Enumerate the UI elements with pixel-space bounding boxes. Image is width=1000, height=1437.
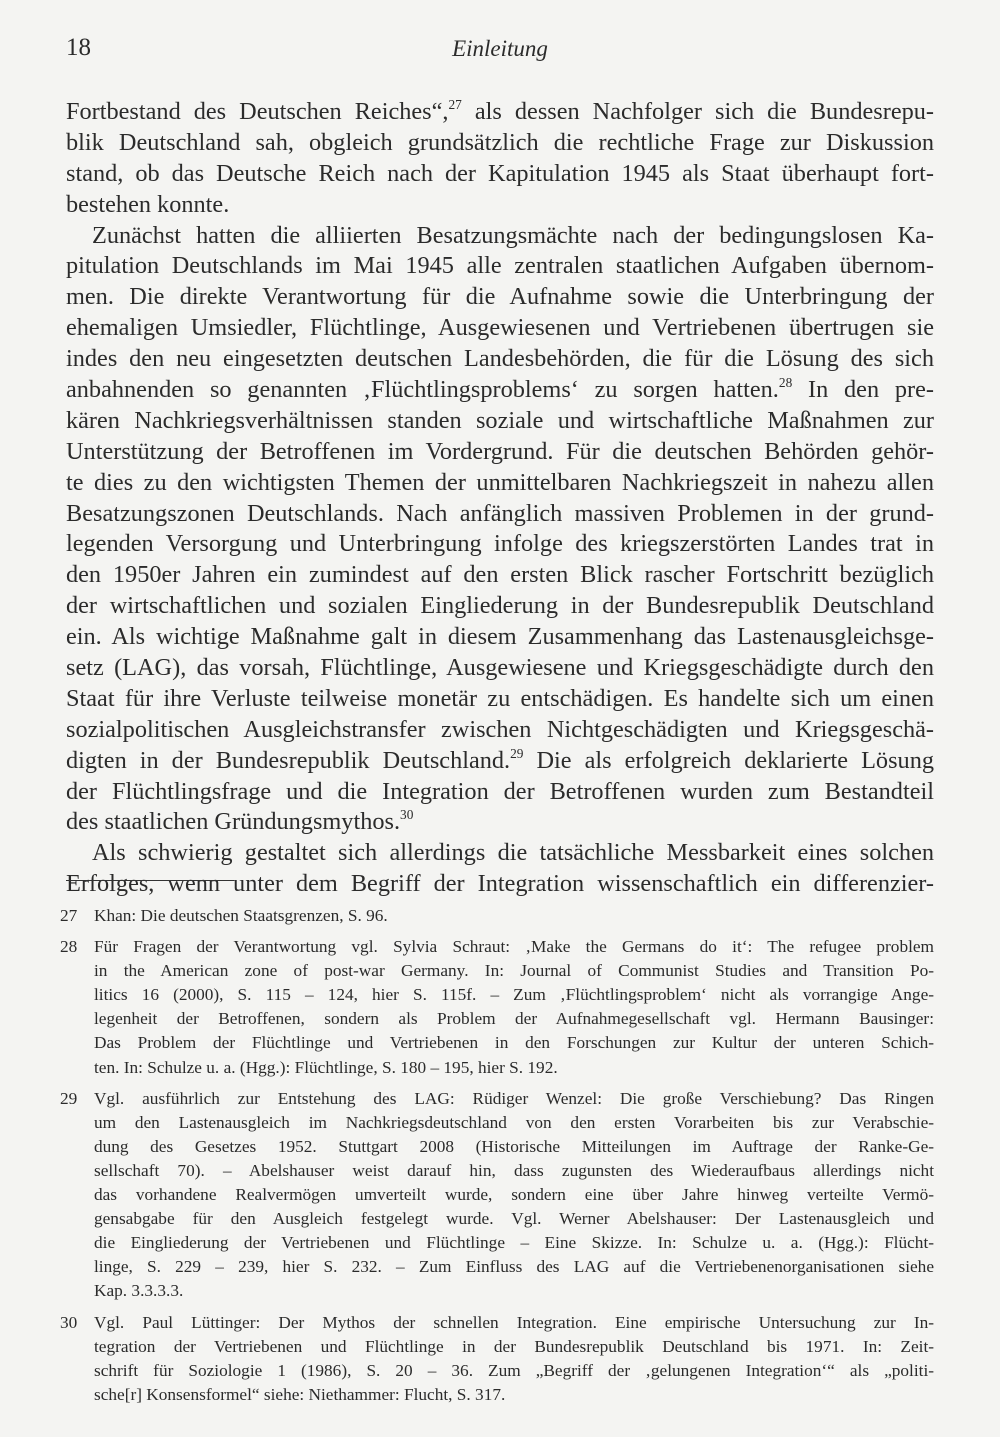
footnote-line: schrift für Soziologie 1 (1986), S. 20 – 36. Zum „Begriff der ‚gelungenen Integration‘“ als „politi- xyxy=(94,1360,934,1380)
footnote-line: Das Problem der Flüchtlinge und Vertriebenen in den Forschungen zur Kultur der unteren Schich- xyxy=(94,1033,934,1053)
text-line: legenden Versorgung und Unterbringung infolge des kriegszerstörten Landes trat in xyxy=(66,530,934,558)
footnote-number: 28 xyxy=(60,937,78,957)
text-line: kären Nachkriegsverhältnissen standen soziale und wirtschaftliche Maßnahmen zur xyxy=(66,406,934,434)
footnote-line: sellschaft 70). – Abelshauser weist darauf hin, dass zugunsten des Wiederaufbaus allerdings nicht xyxy=(94,1160,934,1180)
text-line: pitulation Deutschlands im Mai 1945 alle zentralen staatlichen Aufgaben übernom- xyxy=(66,252,934,280)
footnote-reference: 27 xyxy=(448,96,462,112)
footnote-line: Kap. 3.3.3.3. xyxy=(94,1281,184,1301)
footnote-reference: 28 xyxy=(778,375,793,390)
footnote-line: um den Lastenausgleich im Nachkriegsdeutschland von den ersten Vorarbeiten bis zur Verabschie- xyxy=(94,1112,934,1132)
text-line: Fortbestand des Deutschen Reiches“,$^{27}$ als dessen Nachfolger sich die Bundesrepu- xyxy=(66,96,934,125)
footnote-line: die Eingliederung der Vertriebenen und Flüchtlinge – Eine Skizze. In: Schulze u. a. (Hgg.): Flücht- xyxy=(94,1233,934,1253)
running-head: Einleitung xyxy=(452,36,548,61)
text-line: anbahnenden so genannten ‚Flüchtlingsproblems‘ zu sorgen hatten.$^{28}$ In den pre- xyxy=(66,375,934,404)
text-line: blik Deutschland sah, obgleich grundsätzlich die rechtliche Frage zur Diskussion xyxy=(66,128,934,156)
footnote-line: dung des Gesetzes 1952. Stuttgart 2008 (Historische Mitteilungen im Auftrage der Ranke-Ge- xyxy=(94,1136,934,1156)
footnote-line: litics 16 (2000), S. 115 – 124, hier S. 115f. – Zum ‚Flüchtlingsproblem‘ nicht als vorrangige Ange- xyxy=(94,985,934,1005)
text-line: te dies zu den wichtigsten Themen der unmittelbaren Nachkriegszeit in nahezu allen xyxy=(66,468,934,496)
text-line: Besatzungszonen Deutschlands. Nach anfänglich massiven Problemen in der grund- xyxy=(66,499,934,527)
footnote-number: 27 xyxy=(60,906,78,925)
text-line: Als schwierig gestaltet sich allerdings die tatsächliche Messbarkeit eines solchen xyxy=(92,839,934,867)
footnote xyxy=(60,1311,934,1407)
page-number: 18 xyxy=(66,34,91,61)
text-line: men. Die direkte Verantwortung für die Aufnahme sowie die Unterbringung der xyxy=(66,283,934,311)
text-line: digten in der Bundesrepublik Deutschland.$^{29}$ Die als erfolgreich deklarierte Lösung xyxy=(66,745,934,774)
footnote-separator xyxy=(66,880,234,881)
footnote-line: in the American zone of post-war Germany. In: Journal of Communist Studies and Transition Po- xyxy=(94,961,934,981)
footnote xyxy=(60,935,934,1080)
footnote xyxy=(60,1087,934,1304)
text-line: Staat für ihre Verluste teilweise monetär zu entschädigen. Es handelte sich um einen xyxy=(66,684,934,712)
text-line: den 1950er Jahren ein zumindest auf den ersten Blick rascher Fortschritt bezüglich xyxy=(66,561,934,589)
footnote-line: das vorhandene Realvermögen umverteilt wurde, sondern eine über Jahre hinweg verteilte Vermö- xyxy=(94,1185,934,1205)
body-text xyxy=(66,97,934,900)
footnote-text xyxy=(94,904,934,928)
footnote-line: Vgl. Paul Lüttinger: Der Mythos der schnellen Integration. Eine empirische Untersuchung zur In- xyxy=(94,1312,934,1332)
text-line: Zunächst hatten die alliierten Besatzungsmächte nach der bedingungslosen Ka- xyxy=(92,221,934,249)
paragraph xyxy=(66,838,934,900)
footnote-line: gensabgabe für den Ausgleich festgelegt wurde. Vgl. Werner Abelshauser: Der Lastenausgleich und xyxy=(94,1209,934,1229)
text-line: des staatlichen Gründungsmythos.$^{30}$ xyxy=(66,807,414,836)
footnote-text xyxy=(94,935,934,1080)
text-line: Unterstützung der Betroffenen im Vordergrund. Für die deutschen Behörden gehör- xyxy=(66,437,934,465)
footnote-line: tegration der Vertriebenen und Flüchtlinge in der Bundesrepublik Deutschland bis 1971. In: Zeit- xyxy=(94,1336,934,1356)
footnote-reference: 29 xyxy=(510,745,524,761)
footnote-line: legenheit der Betroffenen, sondern als Problem der Aufnahmegesellschaft vgl. Hermann Bausinger: xyxy=(94,1009,934,1029)
page-header xyxy=(66,34,934,74)
footnote-text xyxy=(94,1087,934,1304)
text-line: ehemaligen Umsiedler, Flüchtlinge, Ausgewiesenen und Vertriebenen übertrugen sie xyxy=(66,314,934,342)
footnote-number: 29 xyxy=(60,1088,78,1108)
paragraph xyxy=(66,221,934,839)
paragraph xyxy=(66,97,934,221)
footnote-line: sche[r] Konsensformel“ siehe: Niethammer: Flucht, S. 317. xyxy=(94,1384,506,1404)
text-line: stand, ob das Deutsche Reich nach der Kapitulation 1945 als Staat überhaupt fort- xyxy=(66,159,934,187)
text-line: der Flüchtlingsfrage und die Integration der Betroffenen wurden zum Bestandteil xyxy=(66,777,934,805)
text-line: bestehen konnte. xyxy=(66,190,230,218)
footnote-number: 30 xyxy=(60,1312,78,1332)
text-line: Erfolges, wenn unter dem Begriff der Integration wissenschaftlich ein differenzier- xyxy=(66,870,934,898)
text-line: sozialpolitischen Ausgleichstransfer zwischen Nichtgeschädigten und Kriegsgeschä- xyxy=(66,715,934,743)
text-line: der wirtschaftlichen und sozialen Eingliederung in der Bundesrepublik Deutschland xyxy=(66,592,934,620)
footnote-line: Vgl. ausführlich zur Entstehung des LAG: Rüdiger Wenzel: Die große Verschiebung? Das Ringen xyxy=(94,1088,934,1108)
footnote-text xyxy=(94,1311,934,1407)
footnote-line: linge, S. 229 – 239, hier S. 232. – Zum Einfluss des LAG auf die Vertriebenenorganisationen siehe xyxy=(94,1257,934,1277)
footnotes xyxy=(60,904,934,1414)
footnote-reference: 30 xyxy=(400,807,414,823)
footnote xyxy=(60,904,934,928)
text-line: ein. Als wichtige Maßnahme galt in diesem Zusammenhang das Lastenausgleichsge- xyxy=(66,623,934,651)
footnote-line: Für Fragen der Verantwortung vgl. Sylvia Schraut: ‚Make the Germans do it‘: The refugee problem xyxy=(94,937,934,957)
text-line: setz (LAG), das vorsah, Flüchtlinge, Ausgewiesene und Kriegsgeschädigte durch den xyxy=(66,654,934,682)
footnote-line: Khan: Die deutschen Staatsgrenzen, S. 96. xyxy=(94,906,388,925)
footnote-line: ten. In: Schulze u. a. (Hgg.): Flüchtlinge, S. 180 – 195, hier S. 192. xyxy=(94,1057,558,1077)
text-line: indes den neu eingesetzten deutschen Landesbehörden, die für die Lösung des sich xyxy=(66,345,934,373)
